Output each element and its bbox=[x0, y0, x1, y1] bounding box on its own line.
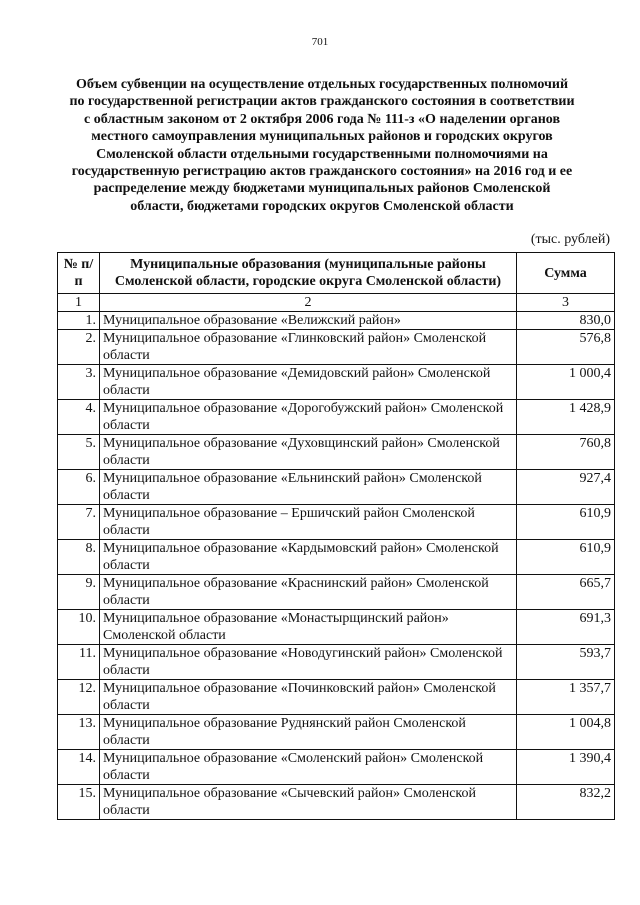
table-row bbox=[58, 435, 615, 470]
row-number: 9. bbox=[58, 575, 100, 610]
row-name: Муниципальное образование «Демидовский район» Смоленской области bbox=[100, 365, 517, 400]
row-number: 7. bbox=[58, 505, 100, 540]
row-name: Муниципальное образование «Новодугинский район» Смоленской области bbox=[100, 645, 517, 680]
row-name: Муниципальное образование «Смоленский район» Смоленской области bbox=[100, 750, 517, 785]
row-number: 5. bbox=[58, 435, 100, 470]
index-cell: 3 bbox=[517, 294, 615, 312]
units-label: (тыс. рублей) bbox=[530, 232, 610, 247]
row-number: 11. bbox=[58, 645, 100, 680]
row-number: 2. bbox=[58, 330, 100, 365]
row-name: Муниципальное образование «Починковский район» Смоленской области bbox=[100, 680, 517, 715]
row-number: 4. bbox=[58, 400, 100, 435]
table-row bbox=[58, 785, 615, 820]
table-row bbox=[58, 365, 615, 400]
table-header-row bbox=[58, 253, 615, 294]
row-name: Муниципальное образование «Кардымовский район» Смоленской области bbox=[100, 540, 517, 575]
subvention-table bbox=[57, 252, 615, 820]
header-sum: Сумма bbox=[517, 253, 615, 294]
row-sum: 1 357,7 bbox=[517, 680, 615, 715]
row-name: Муниципальное образование «Сычевский район» Смоленской области bbox=[100, 785, 517, 820]
row-name: Муниципальное образование «Велижский район» bbox=[100, 312, 517, 330]
row-name: Муниципальное образование «Краснинский район» Смоленской области bbox=[100, 575, 517, 610]
table-row bbox=[58, 400, 615, 435]
title-line: Смоленской области отдельными государственными полномочиями на bbox=[96, 146, 548, 162]
row-sum: 830,0 bbox=[517, 312, 615, 330]
table-row bbox=[58, 470, 615, 505]
row-name: Муниципальное образование «Глинковский район» Смоленской области bbox=[100, 330, 517, 365]
title-line: государственную регистрацию актов гражданского состояния» на 2016 год и ее bbox=[71, 164, 573, 180]
row-name: Муниципальное образование «Духовщинский район» Смоленской области bbox=[100, 435, 517, 470]
title-line: местного самоуправления муниципальных районов и городских округов bbox=[91, 129, 553, 145]
row-number: 3. bbox=[58, 365, 100, 400]
row-name: Муниципальное образование – Ершичский район Смоленской области bbox=[100, 505, 517, 540]
row-number: 14. bbox=[58, 750, 100, 785]
title-line: распределение между бюджетами муниципальных районов Смоленской bbox=[93, 181, 551, 197]
index-cell: 1 bbox=[58, 294, 100, 312]
table-row bbox=[58, 610, 615, 645]
title-line: области, бюджетами городских округов Смоленской области bbox=[130, 198, 514, 214]
row-number: 12. bbox=[58, 680, 100, 715]
row-sum: 665,7 bbox=[517, 575, 615, 610]
header-name: Муниципальные образования (муниципальные районы Смоленской области, городские округа Смоленской области) bbox=[100, 253, 517, 294]
row-sum: 576,8 bbox=[517, 330, 615, 365]
table-row bbox=[58, 540, 615, 575]
row-name: Муниципальное образование «Дорогобужский район» Смоленской области bbox=[100, 400, 517, 435]
row-sum: 927,4 bbox=[517, 470, 615, 505]
table-row bbox=[58, 680, 615, 715]
row-sum: 832,2 bbox=[517, 785, 615, 820]
row-sum: 691,3 bbox=[517, 610, 615, 645]
table-row bbox=[58, 312, 615, 330]
row-number: 1. bbox=[58, 312, 100, 330]
header-num: № п/п bbox=[58, 253, 100, 294]
table-row bbox=[58, 750, 615, 785]
title-line: по государственной регистрации актов гражданского состояния в соответствии bbox=[69, 94, 575, 110]
row-sum: 760,8 bbox=[517, 435, 615, 470]
row-sum: 610,9 bbox=[517, 540, 615, 575]
row-sum: 1 390,4 bbox=[517, 750, 615, 785]
row-sum: 610,9 bbox=[517, 505, 615, 540]
row-number: 13. bbox=[58, 715, 100, 750]
row-number: 8. bbox=[58, 540, 100, 575]
page-number: 701 bbox=[311, 36, 329, 48]
row-sum: 1 428,9 bbox=[517, 400, 615, 435]
table-row bbox=[58, 645, 615, 680]
row-name: Муниципальное образование «Ельнинский район» Смоленской области bbox=[100, 470, 517, 505]
table-index-row bbox=[58, 294, 615, 312]
row-number: 10. bbox=[58, 610, 100, 645]
row-sum: 1 004,8 bbox=[517, 715, 615, 750]
title-line: Объем субвенции на осуществление отдельных государственных полномочий bbox=[75, 77, 569, 92]
table-row bbox=[58, 575, 615, 610]
table-row bbox=[58, 715, 615, 750]
table-row bbox=[58, 330, 615, 365]
document-title bbox=[56, 76, 588, 215]
row-number: 15. bbox=[58, 785, 100, 820]
row-sum: 1 000,4 bbox=[517, 365, 615, 400]
row-number: 6. bbox=[58, 470, 100, 505]
row-sum: 593,7 bbox=[517, 645, 615, 680]
title-line: с областным законом от 2 октября 2006 года № 111-з «О наделении органов bbox=[83, 111, 560, 127]
row-name: Муниципальное образование «Монастырщинский район» Смоленской области bbox=[100, 610, 517, 645]
row-name: Муниципальное образование Руднянский район Смоленской области bbox=[100, 715, 517, 750]
table-row bbox=[58, 505, 615, 540]
index-cell: 2 bbox=[100, 294, 517, 312]
